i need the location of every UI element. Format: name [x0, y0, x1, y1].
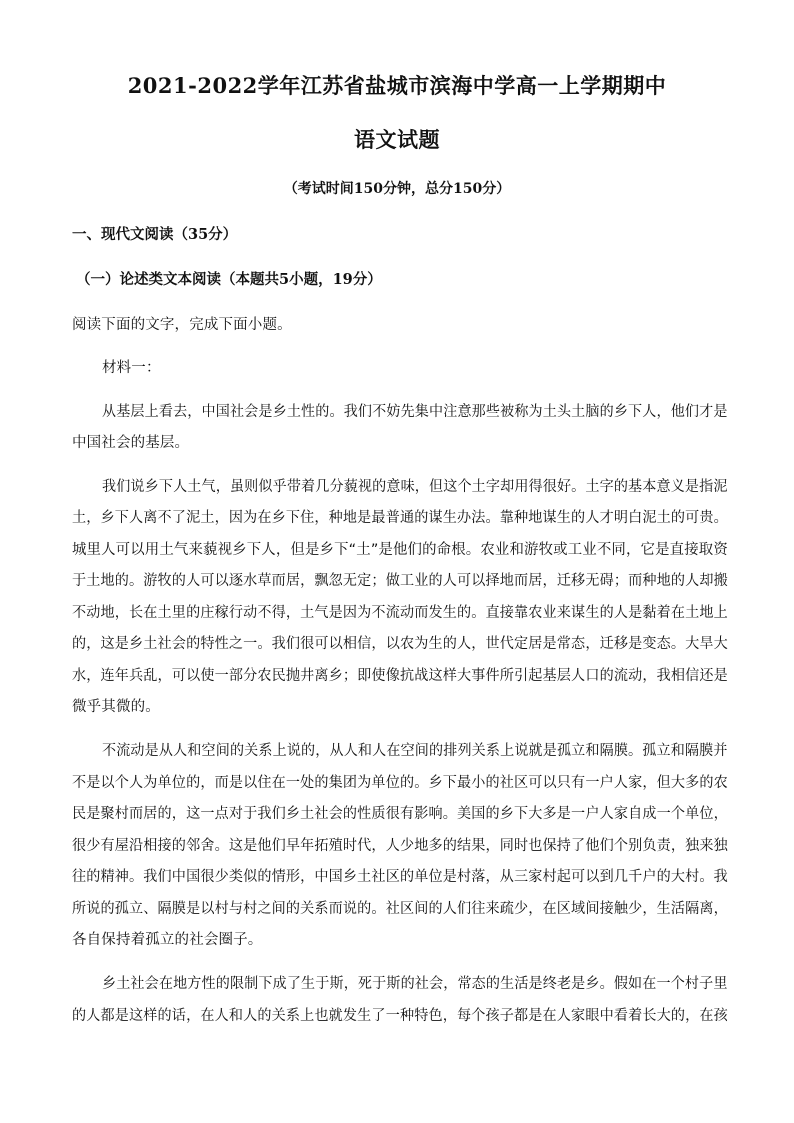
- body-line: 不流动是从人和空间的关系上说的，从人和人在空间的排列关系上说就是孤立和隔膜。孤立和隔膜并: [102, 743, 728, 759]
- body-line: 微乎其微的。: [72, 699, 160, 715]
- body-line: 城里人可以用土气来藐视乡下人，但是乡下“土”是他们的命根。农业和游牧或工业不同，它是直接取资: [72, 542, 728, 558]
- body-line: 水，连年兵乱，可以使一部分农民抛井离乡；即使像抗战这样大事件所引起基层人口的流动，我相信还是: [72, 668, 728, 684]
- body-line: 中国社会的基层。: [72, 435, 190, 451]
- body-line: 土，乡下人离不了泥土，因为在乡下住，种地是最普通的谋生办法。靠种地谋生的人才明白泥土的可贵。: [72, 510, 728, 526]
- body-line: 民是聚村而居的，这一点对于我们乡土社会的性质很有影响。美国的乡下大多是一户人家自成一个单位，: [72, 806, 728, 822]
- body-line: 不是以个人为单位的，而是以住在一处的集团为单位的。乡下最小的社区可以只有一户人家，但大多的农: [72, 775, 728, 791]
- material-label: 材料一：: [102, 360, 161, 376]
- body-line: 我们说乡下人土气，虽则似乎带着几分藐视的意味，但这个土字却用得很好。土字的基本意义是指泥: [102, 479, 728, 495]
- body-line: 很少有屋沿相接的邻舍。这是他们早年拓殖时代，人少地多的结果，同时也保持了他们个别负责，独来独: [72, 838, 728, 854]
- body-line: 的人都是这样的话，在人和人的关系上也就发生了一种特色，每个孩子都是在人家眼中看着长大的，在孩: [72, 1008, 728, 1024]
- instruction-text: 阅读下面的文字，完成下面小题。: [72, 317, 292, 333]
- body-line: 各自保持着孤立的社会圈子。: [72, 932, 263, 948]
- exam-note: （考试时间150分钟，总分150分）: [283, 181, 511, 197]
- subsection-heading: （一）论述类文本阅读（本题共5小题，19分）: [76, 271, 382, 288]
- body-line: 从基层上看去，中国社会是乡土性的。我们不妨先集中注意那些被称为土头土脑的乡下人，他们才是: [102, 404, 728, 420]
- body-line: 往的精神。我们中国很少类似的情形，中国乡土社区的单位是村落，从三家村起可以到几千户的大村。我: [72, 869, 728, 885]
- body-line: 所说的孤立、隔膜是以村与村之间的关系而说的。社区间的人们往来疏少，在区域间接触少，生活隔离，: [72, 901, 728, 917]
- body-line: 于土地的。游牧的人可以逐水草而居，飘忽无定；做工业的人可以择地而居，迁移无碍；而种地的人却搬: [72, 573, 728, 589]
- body-line: 乡土社会在地方性的限制下成了生于斯，死于斯的社会，常态的生活是终老是乡。假如在一个村子里: [102, 976, 728, 992]
- document-subtitle: 语文试题: [354, 127, 440, 152]
- document-title: 2021-2022学年江苏省盐城市滨海中学高一上学期期中: [127, 73, 667, 98]
- section-heading: 一、现代文阅读（35分）: [72, 226, 238, 243]
- body-line: 不动地，长在土里的庄稼行动不得，土气是因为不流动而发生的。直接靠农业来谋生的人是黏着在土地上: [72, 605, 728, 621]
- body-line: 的，这是乡土社会的特性之一。我们很可以相信，以农为生的人，世代定居是常态，迁移是变态。大旱大: [72, 636, 728, 652]
